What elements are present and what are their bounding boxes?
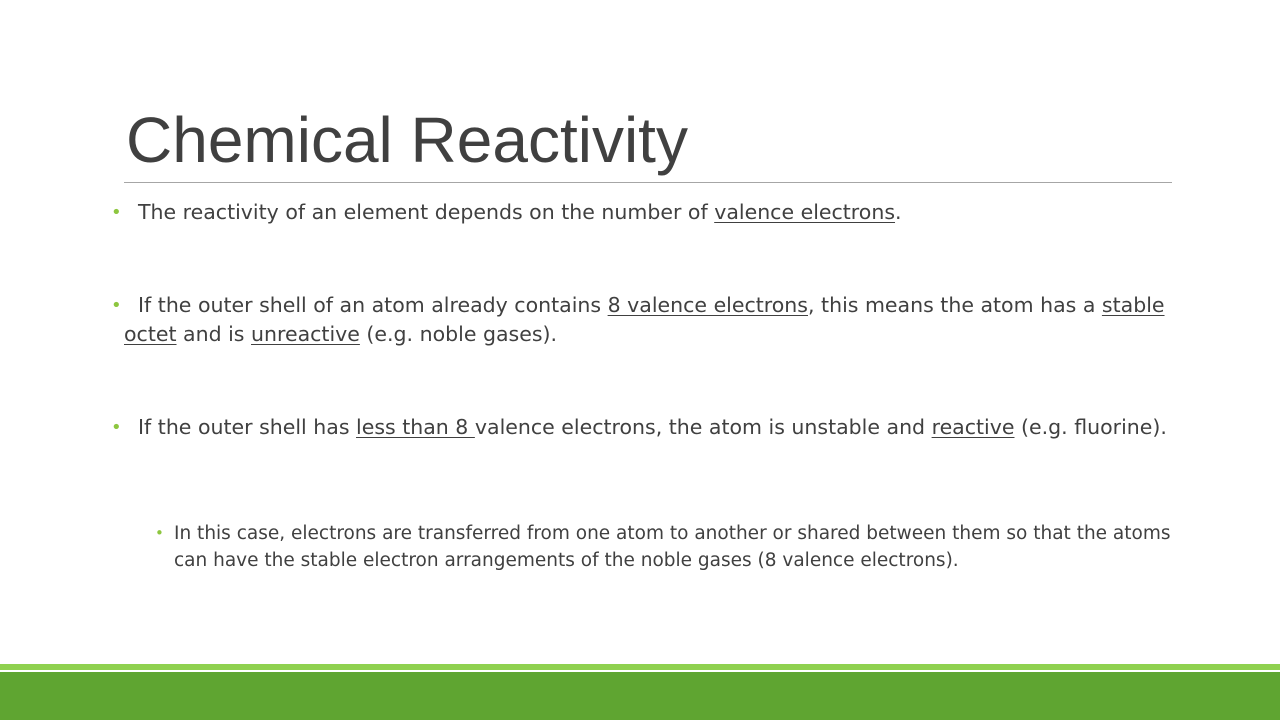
- underlined-term: valence electrons: [714, 200, 896, 224]
- underlined-term: less than 8: [356, 415, 475, 439]
- bullet-dot-icon: •: [111, 295, 122, 316]
- underlined-term: reactive: [931, 415, 1015, 439]
- slide-title: Chemical Reactivity: [126, 104, 688, 176]
- footer-accent-stripe: [0, 664, 1280, 670]
- underlined-term: 8 valence electrons: [607, 293, 808, 317]
- underlined-term: unreactive: [251, 322, 360, 346]
- sub-bullet-text: In this case, electrons are transferred from one atom to another or shared between them so that the atoms can have the stable electron arrangements of the noble gases (8 valence electrons).: [174, 523, 1171, 571]
- bullet-stable-octet: [111, 291, 1184, 349]
- bullet-text: If the outer shell of an atom already contains 8 valence electrons, this means the atom has a stable octet and is unreactive (e.g. noble gases).: [124, 293, 1165, 346]
- underlined-term: stable octet: [124, 293, 1165, 346]
- bullet-dot-icon: •: [111, 417, 122, 438]
- bullet-unstable: [111, 413, 1184, 442]
- bullet-text: The reactivity of an element depends on the number of valence electrons.: [138, 200, 902, 224]
- bullet-dot-icon: •: [111, 202, 122, 223]
- bullet-text: If the outer shell has less than 8 valence electrons, the atom is unstable and reactive (e.g. fluorine).: [138, 415, 1167, 439]
- title-divider: [124, 182, 1172, 183]
- footer-bar: [0, 672, 1280, 720]
- sub-bullet-electron-transfer: [155, 520, 1184, 574]
- bullet-reactivity: [111, 198, 1184, 227]
- sub-bullet-dot-icon: •: [155, 524, 164, 542]
